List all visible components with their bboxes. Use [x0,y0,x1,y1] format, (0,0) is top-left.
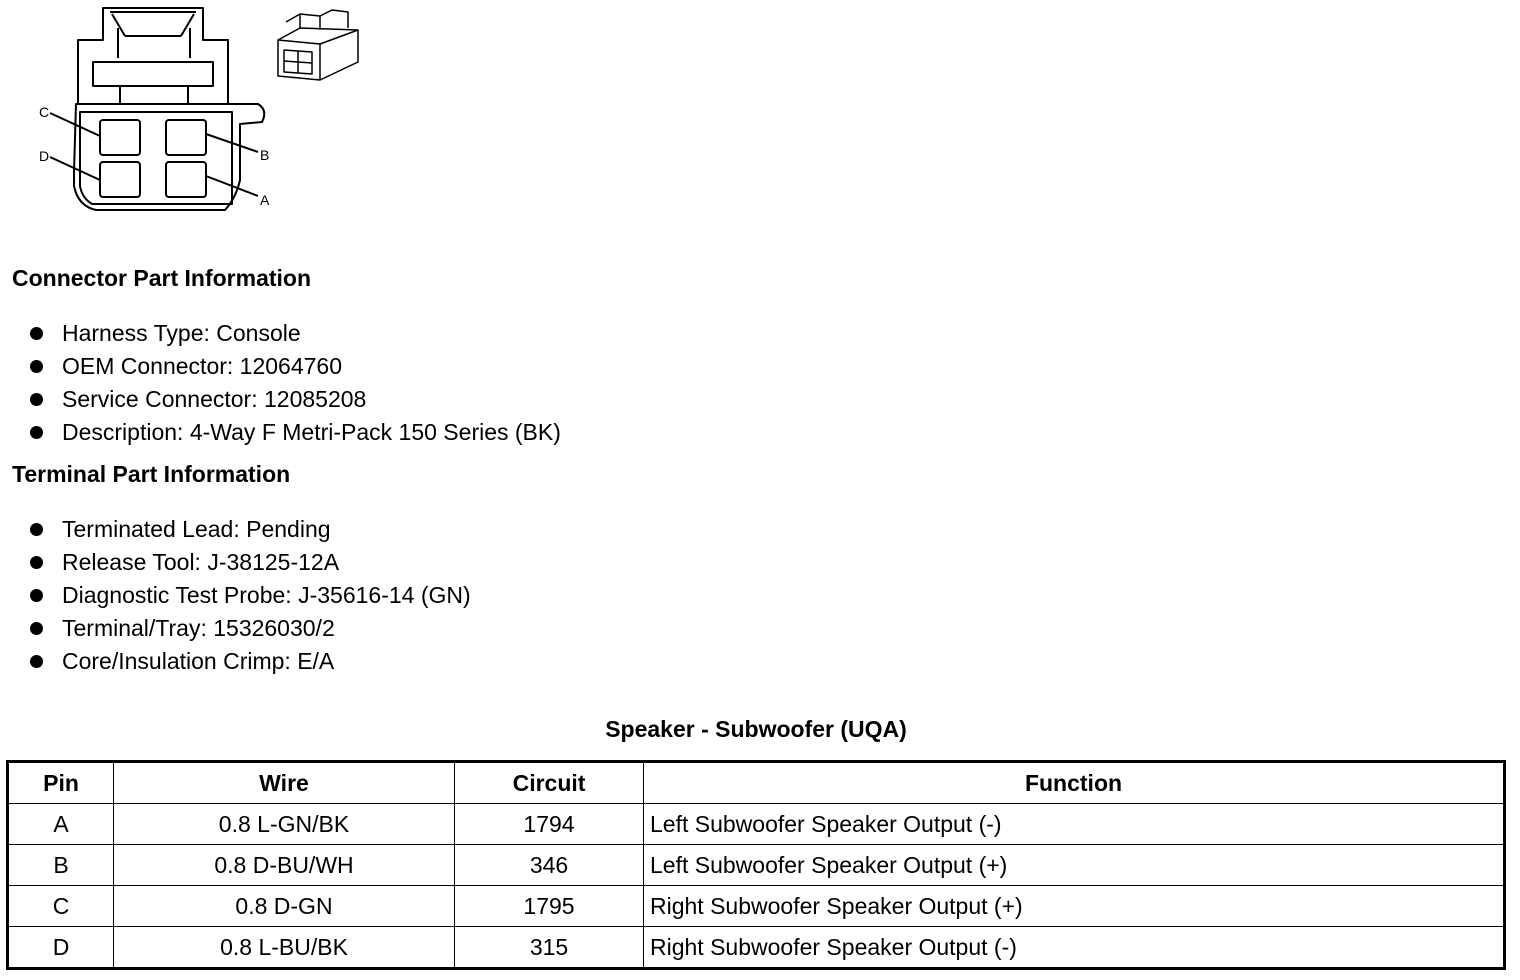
table-header-row [8,762,1505,804]
header-circuit: Circuit [455,762,644,804]
table-row [8,886,1505,927]
cell-function: Right Subwoofer Speaker Output (-) [644,927,1505,969]
cell-circuit: 1794 [455,804,644,845]
cell-pin: D [8,927,114,969]
cavity-label-d: D [39,148,50,164]
cavity-label-b: B [260,147,270,163]
cell-function: Left Subwoofer Speaker Output (-) [644,804,1505,845]
cell-function: Left Subwoofer Speaker Output (+) [644,845,1505,886]
pinout-table [6,760,1506,970]
cavity-label-c: C [39,104,50,120]
list-item: Harness Type: Console [0,317,561,350]
connector-latch [78,8,228,104]
list-item: Description: 4-Way F Metri-Pack 150 Series (BK) [0,416,561,449]
cavity-label-a: A [260,192,270,208]
list-item: Release Tool: J-38125-12A [0,546,471,579]
cell-pin: B [8,845,114,886]
list-item: OEM Connector: 12064760 [0,350,561,383]
header-function: Function [644,762,1505,804]
cell-wire: 0.8 D-GN [114,886,455,927]
cell-circuit: 315 [455,927,644,969]
table-row [8,927,1505,969]
header-pin: Pin [8,762,114,804]
table-row [8,804,1505,845]
list-item: Terminated Lead: Pending [0,513,471,546]
cavity-c [100,120,140,155]
connector-info-heading: Connector Part Information [12,265,312,291]
cell-circuit: 346 [455,845,644,886]
list-item: Terminal/Tray: 15326030/2 [0,612,471,645]
cell-circuit: 1795 [455,886,644,927]
cell-pin: C [8,886,114,927]
table-row [8,845,1505,886]
list-item: Service Connector: 12085208 [0,383,561,416]
cell-wire: 0.8 D-BU/WH [114,845,455,886]
connector-info-list [0,317,561,449]
terminal-info-list [0,513,471,678]
table-title: Speaker - Subwoofer (UQA) [605,716,907,742]
cell-wire: 0.8 L-BU/BK [114,927,455,969]
cavity-d [100,162,140,197]
cell-wire: 0.8 L-GN/BK [114,804,455,845]
cell-function: Right Subwoofer Speaker Output (+) [644,886,1505,927]
cell-pin: A [8,804,114,845]
list-item: Diagnostic Test Probe: J-35616-14 (GN) [0,579,471,612]
cavity-b [166,120,206,155]
connector-isometric-view [278,10,358,80]
cavity-a [166,162,206,197]
terminal-info-heading: Terminal Part Information [12,461,291,487]
list-item: Core/Insulation Crimp: E/A [0,645,471,678]
connector-diagram [0,0,380,225]
header-wire: Wire [114,762,455,804]
